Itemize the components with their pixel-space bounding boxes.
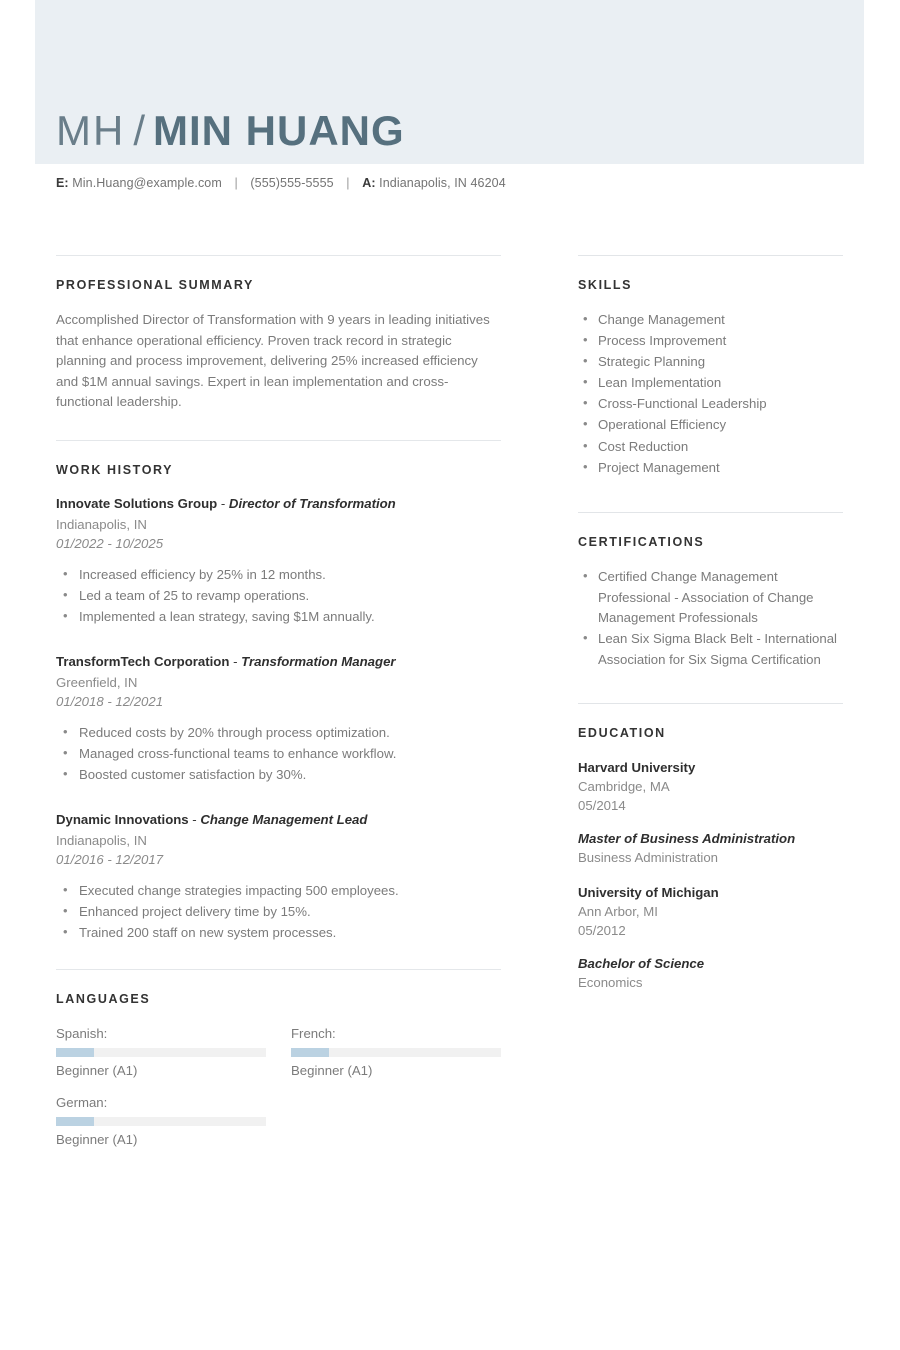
job-bullet-list (56, 880, 501, 943)
job-title-dash: - (217, 495, 229, 511)
job-bullet-list (56, 722, 501, 785)
job-entry (56, 653, 501, 785)
job-title (56, 653, 501, 671)
job-title (56, 495, 501, 513)
language-item (56, 1024, 266, 1081)
education-field: Economics (578, 975, 643, 991)
languages-list (56, 1024, 501, 1162)
language-item (56, 1093, 266, 1150)
section-title-certifications: CERTIFICATIONS (578, 535, 705, 550)
job-location: Greenfield, IN (56, 674, 138, 690)
skill-item: • Cost Reduction (578, 437, 843, 458)
job-title (56, 811, 501, 829)
section-title-work-history: WORK HISTORY (56, 462, 174, 477)
education-location: Cambridge, MA (578, 779, 670, 795)
left-column (56, 255, 501, 1162)
contact-separator-1: | (234, 176, 238, 190)
job-bullet: • Executed change strategies impacting 500 employees. (56, 880, 501, 901)
certification-item: • Certified Change Management Professional - Association of Change Management Professionals (578, 567, 843, 629)
job-company: TransformTech Corporation (56, 653, 230, 669)
divider-summary (56, 255, 501, 256)
skill-item: • Lean Implementation (578, 373, 843, 394)
job-entry (56, 495, 501, 627)
language-name: French: (291, 1025, 336, 1041)
job-role: Change Management Lead (200, 811, 368, 827)
job-bullet: • Boosted customer satisfaction by 30%. (56, 764, 501, 785)
job-bullet: • Trained 200 staff on new system processes. (56, 922, 501, 943)
job-company: Dynamic Innovations (56, 811, 189, 827)
skill-item: • Project Management (578, 458, 843, 479)
job-entry (56, 811, 501, 943)
job-role: Director of Transformation (228, 495, 396, 511)
language-level: Beginner (A1) (56, 1131, 138, 1147)
name-heading (56, 107, 405, 154)
language-progress-track (56, 1048, 266, 1057)
contact-line (56, 176, 506, 190)
job-dates: 01/2016 - 12/2017 (56, 851, 164, 867)
education-entry (578, 883, 843, 992)
name-separator: / (133, 107, 145, 154)
section-title-skills: SKILLS (578, 278, 633, 292)
job-role: Transformation Manager (241, 653, 396, 669)
language-name: German: (56, 1094, 108, 1110)
language-progress-track (291, 1048, 501, 1057)
language-progress-track (56, 1117, 266, 1126)
job-company: Innovate Solutions Group (56, 495, 218, 511)
section-title-summary: PROFESSIONAL SUMMARY (56, 278, 254, 292)
job-dates: 01/2022 - 10/2025 (56, 535, 164, 551)
job-location: Indianapolis, IN (56, 516, 147, 532)
education-degree: Master of Business Administration (578, 831, 796, 847)
education-location: Ann Arbor, MI (578, 904, 658, 920)
education-date: 05/2012 (578, 923, 626, 939)
language-level: Beginner (A1) (291, 1062, 373, 1078)
education-list (578, 758, 843, 992)
certifications-list (578, 567, 843, 670)
language-item (291, 1024, 501, 1081)
job-bullet-list (56, 564, 501, 627)
job-bullet: • Enhanced project delivery time by 15%. (56, 901, 501, 922)
language-progress-fill (291, 1048, 329, 1057)
divider-work-history (56, 440, 501, 441)
address-label: A: (362, 176, 376, 190)
language-progress-fill (56, 1117, 94, 1126)
certification-item: • Lean Six Sigma Black Belt - International Association for Six Sigma Certification (578, 629, 843, 670)
job-bullet: • Managed cross-functional teams to enhance workflow. (56, 743, 501, 764)
name-initials: MH (56, 107, 126, 154)
divider-languages (56, 969, 501, 970)
skills-list (578, 310, 843, 478)
right-column (578, 255, 843, 1008)
divider-skills (578, 255, 843, 256)
education-degree: Bachelor of Science (578, 956, 705, 972)
education-school: University of Michigan (578, 885, 719, 901)
job-title-dash: - (188, 811, 201, 827)
contact-separator-2: | (346, 176, 350, 190)
skill-item: • Operational Efficiency (578, 415, 843, 436)
header-banner (35, 0, 864, 164)
full-name: MIN HUANG (153, 107, 405, 154)
email-label: E: (56, 176, 69, 190)
education-entry (578, 758, 843, 867)
job-bullet: • Implemented a lean strategy, saving $1M annually. (56, 606, 501, 627)
divider-education (578, 703, 843, 704)
education-date: 05/2014 (578, 798, 626, 814)
skill-item: • Cross-Functional Leadership (578, 394, 843, 415)
skill-item: • Change Management (578, 310, 843, 331)
job-bullet: • Led a team of 25 to revamp operations. (56, 585, 501, 606)
job-dates: 01/2018 - 12/2021 (56, 693, 164, 709)
language-name: Spanish: (56, 1025, 108, 1041)
divider-certifications (578, 512, 843, 513)
section-title-languages: LANGUAGES (56, 991, 151, 1006)
job-bullet: • Reduced costs by 20% through process optimization. (56, 722, 501, 743)
section-title-education: EDUCATION (578, 726, 666, 741)
address-value: Indianapolis, IN 46204 (379, 176, 506, 190)
summary-text: Accomplished Director of Transformation with 9 years in leading initiatives that enhance operational efficiency. Proven track record in strategic planning and process improvement, delivering 25% increased efficiency and $1M annual savings. Expert in lean implementation and cross-functional leadership. (56, 312, 490, 410)
job-location: Indianapolis, IN (56, 832, 147, 848)
skill-item: • Process Improvement (578, 331, 843, 352)
education-school: Harvard University (578, 760, 696, 776)
email-value[interactable]: Min.Huang@example.com (72, 176, 222, 190)
language-level: Beginner (A1) (56, 1062, 138, 1078)
language-progress-fill (56, 1048, 94, 1057)
phone-value[interactable]: (555)555-5555 (250, 176, 334, 190)
work-history-list (56, 495, 501, 943)
job-title-dash: - (229, 653, 242, 669)
education-field: Business Administration (578, 850, 719, 866)
skill-item: • Strategic Planning (578, 352, 843, 373)
job-bullet: • Increased efficiency by 25% in 12 months. (56, 564, 501, 585)
